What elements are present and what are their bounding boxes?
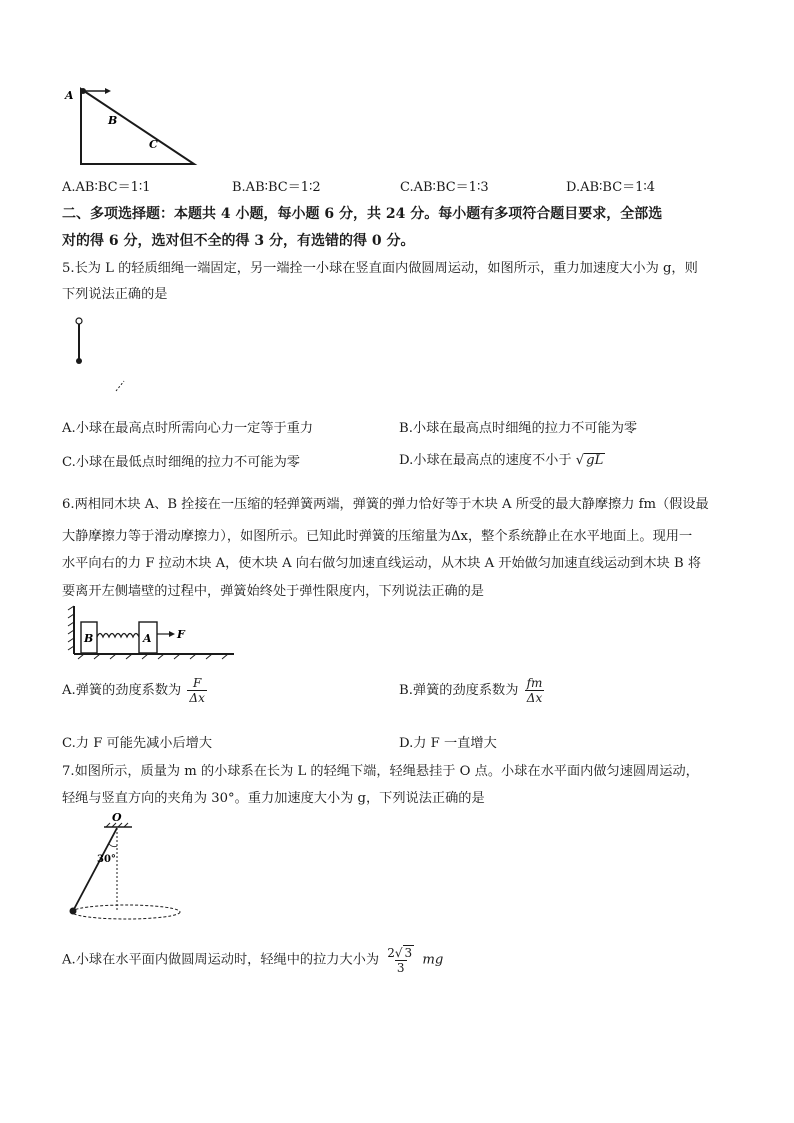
pendulum-figure — [70, 315, 140, 395]
q6-option-b-numerator: fm — [526, 676, 543, 690]
block-b-label: B — [84, 632, 94, 645]
q4-option-b: B.AB∶BC＝1∶2 — [232, 180, 321, 195]
spring-block-figure — [66, 602, 241, 662]
block-a-label: A — [143, 632, 152, 645]
section2-heading-line1: 二、多项选择题：本题共 4 小题，每小题 6 分，共 24 分。每小题有多项符合题目要求，全部选 — [62, 206, 663, 222]
q4-option-a: A.AB∶BC＝1∶1 — [62, 180, 151, 195]
q5-stem-line1: 5.长为 L 的轻质细绳一端固定，另一端拴一小球在竖直面内做圆周运动，如图所示，重力加速度大小为 g，则 — [62, 261, 698, 276]
q7-stem-line2: 轻绳与竖直方向的夹角为 30°。重力加速度大小为 g，下列说法正确的是 — [62, 791, 485, 806]
q7-stem-line1: 7.如图所示，质量为 m 的小球系在长为 L 的轻绳下端，轻绳悬挂于 O 点。小球在水平面内做匀速圆周运动， — [62, 764, 699, 779]
pivot-o-label: O — [112, 811, 122, 824]
sqrt-sign: √ — [394, 946, 403, 960]
sqrt-sign: √ — [575, 453, 585, 468]
triangle-label-b: B — [108, 114, 118, 127]
q6-option-b-denominator: Δx — [526, 691, 543, 705]
q5-option-d — [399, 449, 605, 468]
q6-stem-line1: 6.两相同木块 A、B 拴接在一压缩的轻弹簧两端，弹簧的弹力恰好等于木块 A 所受的最大静摩擦力 fm（假设最 — [62, 497, 709, 512]
angle-30-label: 30° — [97, 854, 116, 865]
q6-option-b — [399, 676, 546, 705]
q7-option-a-denominator: 3 — [396, 961, 405, 975]
q6-option-a-numerator: F — [192, 676, 202, 690]
triangle-label-a: A — [65, 89, 74, 102]
q6-option-a-denominator: Δx — [189, 691, 205, 705]
q6-option-b-text: B.弹簧的劲度系数为 — [399, 683, 519, 698]
q5-option-d-radicand: gL — [586, 453, 604, 468]
q7-option-a — [62, 945, 443, 975]
q5-option-a: A.小球在最高点时所需向心力一定等于重力 — [62, 421, 314, 436]
triangle-label-c: C — [149, 138, 158, 151]
triangle-figure — [60, 82, 200, 172]
q6-stem-line2: 大静摩擦力等于滑动摩擦力），如图所示。已知此时弹簧的压缩量为Δx，整个系统静止在水平地面上。现用一 — [62, 529, 693, 544]
q6-option-a-text: A.弹簧的劲度系数为 — [62, 683, 182, 698]
conical-pendulum-figure — [60, 810, 200, 925]
q6-option-b-fraction — [525, 676, 545, 705]
q7-option-a-numerator — [385, 945, 416, 960]
q5-option-c: C.小球在最低点时细绳的拉力不可能为零 — [62, 455, 300, 470]
q5-option-d-text: D.小球在最高点的速度不小于 — [399, 453, 572, 468]
q7-numerator-radicand: 3 — [404, 946, 413, 960]
q6-option-a-fraction — [187, 676, 206, 705]
q4-option-d: D.AB∶BC＝1∶4 — [566, 180, 656, 195]
section2-heading-line2: 对的得 6 分，选对但不全的得 3 分，有选错的得 0 分。 — [62, 233, 415, 249]
q7-option-a-text: A.小球在水平面内做圆周运动时，轻绳中的拉力大小为 — [62, 952, 380, 968]
q6-option-d: D.力 F 一直增大 — [399, 736, 497, 751]
q6-option-a — [62, 676, 209, 705]
q7-option-a-fraction — [385, 945, 416, 975]
q7-option-a-suffix: mg — [422, 952, 444, 968]
q7-numerator-coefficient: 2 — [387, 946, 395, 960]
q6-stem-line3: 水平向右的力 F 拉动木块 A，使木块 A 向右做匀加速直线运动，从木块 A 开始做匀加速直线运动到木块 B 将 — [62, 556, 702, 571]
q5-stem-line2: 下列说法正确的是 — [62, 287, 168, 302]
q6-option-c: C.力 F 可能先减小后增大 — [62, 736, 213, 751]
q5-option-b: B.小球在最高点时细绳的拉力不可能为零 — [399, 421, 638, 436]
force-f-label: F — [177, 628, 185, 641]
q6-stem-line4: 要离开左侧墙壁的过程中，弹簧始终处于弹性限度内，下列说法正确的是 — [62, 584, 484, 599]
q4-option-c: C.AB∶BC＝1∶3 — [400, 180, 489, 195]
